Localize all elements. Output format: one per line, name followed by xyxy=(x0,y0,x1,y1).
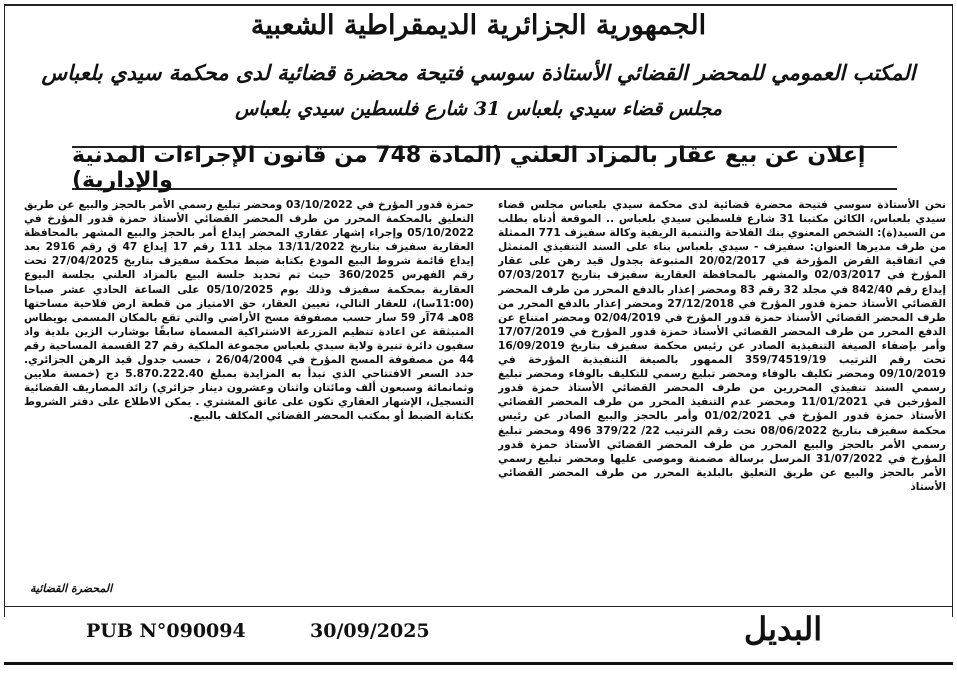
pub-number: PUB N°090094 xyxy=(86,620,246,642)
council-line: مجلس قضاء سيدي بلعباس 31 شارع فلسطين سيدي بلعباس xyxy=(235,98,722,120)
office-line: المكتب العمومي للمحضر القضائي الأستاذة سوسي فتيحة محضرة قضائية لدى محكمة سيدي بلعباس xyxy=(41,60,916,85)
left-column-text: حمزة قدور المؤرخ في 03/10/2022 ومحضر تبليغ رسمي الأمر بالحجز والبيع عن طريق التعليق بالمحكمة المحرر من طرف المحضر القضائي الأستاذ حمزة قدور المؤرخ في 05/10/2022 وإجراء إشهار عقاري المحضر إيداع أمر بالحجز والبيع المشهر بالمحافظة العقارية سفيزف بتاريخ 13/11/2022 مجلد 111 رقم 17 إيداع 47 ق رقم 2916 بعد إيداع قائمة شروط البيع المودع بكتابة ضبط محكمة سفيزف بتاريخ 27/04/2025 تحت رقم الفهرس 360/2025 حيث تم تحديد جلسة البيع بالمزاد العلني بجلسة البيوع العقارية بمحكمة سفيزف وذلك يوم 05/10/2025 على الساعة الحادي عشر صباحا (11:00سا)، للعقار التالي، تعيين العقار، حق الامتياز من قطعة ارض فلاحية مساحتها 08هـ 74آر 59 سار حسب مصفوفة مسح الأراضي والتي تقع بالمكان المسمى بويطاس المنبثقة عن اعادة تنظيم المزرعة الاشتراكية المسماة سابقًا بوشارب الزين بلدية واد سفيون دائرة تنيرة ولاية سيدي بلعباس مجموعة الملكية رقم 27 القسمة المساحية رقم 44 من مصفوفة المسح المؤرخ في 26/04/2004 ، حسب جدول قيد الرهن الجزائري. حدد السعر الافتتاحي الذي تبدأ به المزايدة بمبلغ 5.870.222.40 دج (خمسة ملايين وثمانمائة وسبعون ألف ومائتان واثنان وعشرون دينار جزائري) زائد المصاريف القضائية التسجيل، الإشهار العقاري تكون على عاتق المشتري . يمكن الاطلاع على دفتر الشروط بكتابة الضبط أو بمكتب المحضر القضائي المكلف بالبيع. xyxy=(24,199,474,423)
announcement-banner xyxy=(72,143,897,193)
bottom-rule xyxy=(4,662,953,665)
signature: المحضرة القضائية xyxy=(30,582,113,595)
left-border xyxy=(4,4,5,617)
right-border xyxy=(952,4,953,617)
newspaper-name: البديل xyxy=(743,610,823,648)
publication-date: 30/09/2025 xyxy=(310,620,430,642)
right-column-text: نحن الأستاذة سوسي فتيحة محضرة قضائية لدى محكمة سيدي بلعباس مجلس قضاء سيدي بلعباس، الكائن مكتبنا 31 شارع فلسطين سيدي بلعباس .. الموقعة أدناه بطلب من السيد(ة): الشخص المعنوي بنك الفلاحة والتنمية الريفية وكالة سفيزف 771 الممثلة من طرف مديرها العنوان: سفيزف - سيدي بلعباس بناء على السند التنفيذي المتمثل في اتفاقية القرض المؤرخة في 20/02/2017 المتبوعة بجدول قيد رهن على عقار المؤرخ في 02/03/2017 والمشهر بالمحافظة العقارية سفيزف بتاريخ 07/03/2017 إيداع رقم 842/40 في مجلد 32 رقم 83 ومحضر إعذار بالدفع المحرر من طرف المحضر القضائي الأستاذ حمزة قدور المؤرخ في 27/12/2018 ومحضر إعذار بالدفع المحرر من طرف المحضر القضائي الأستاذ حمزة قدور المؤرخ في 02/04/2019 ومحضر امتناع عن الدفع المحرر من طرف المحضر القضائي الأستاذ حمزة قدور المؤرخ في 17/07/2019 وأمر بإضفاء الصيغة التنفيذية الصادر عن رئيس محكمة سفيزف بتاريخ 16/09/2019 تحت رقم الترتيب 359/74519/19 الممهور بالصيغة التنفيذية المؤرخة في 09/10/2019 ومحضر تكليف بالوفاء ومحضر تبليغ رسمي للتكليف بالوفاء ومحضر تبليغ رسمي السند تنفيذي المحررين من طرف المحضر القضائي الأستاذ حمزة قدور المؤرخين في 11/01/2021 ومحضر عدم التنفيذ المحرر من طرف المحضر القضائي الأستاذ حمزة قدور المؤرخ في 01/02/2021 وأمر بالحجز والبيع الصادر عن رئيس محكمة سفيزف بتاريخ 08/06/2022 تحت رقم الترتيب 22/ 379/22 496 ومحضر تبليغ رسمي الأمر بالحجز والبيع المحرر من طرف المحضر القضائي الأستاذ حمزة قدور المؤرخ في 31/07/2022 المرسل برسالة مضمنة وموصى عليها ومحضر تبليغ رسمي الأمر بالحجز والبيع عن طريق التعليق بالبلدية المحرر من طرف المحضر القضائي الأستاذ xyxy=(498,199,946,493)
footer-separator xyxy=(4,606,953,607)
top-rule xyxy=(4,4,953,6)
republic-title: الجمهورية الجزائرية الديمقراطية الشعبية xyxy=(250,10,707,41)
body-column-right xyxy=(498,198,946,564)
body-column-left xyxy=(24,198,474,564)
banner-title: إعلان عن بيع عقار بالمزاد العلني (المادة 748 من قانون الإجراءات المدنية والإدارية) xyxy=(72,143,866,193)
